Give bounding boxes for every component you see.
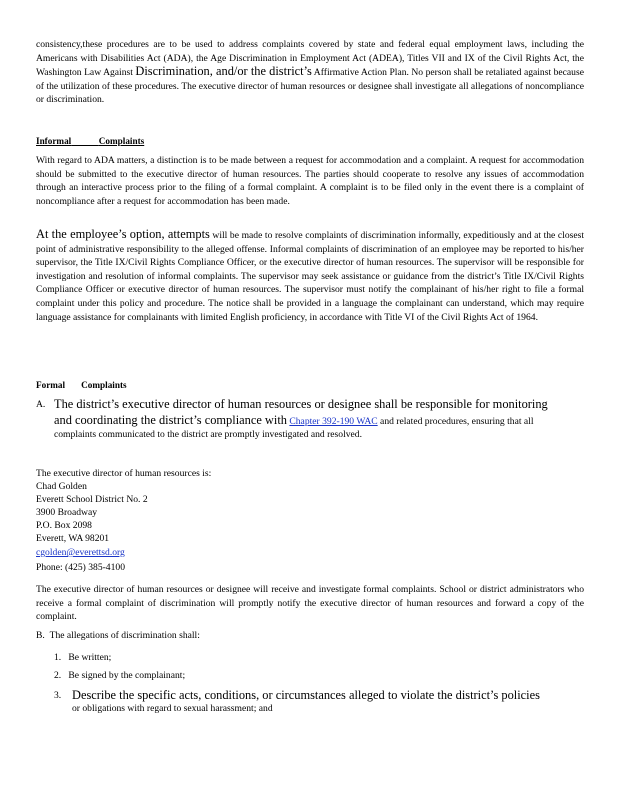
subitem-3-rest: or obligations with regard to sexual harassment; and: [72, 703, 273, 714]
email-link[interactable]: cgolden@everettsd.org: [36, 547, 125, 558]
contact-intro: The executive director of human resources is:: [36, 468, 212, 479]
intro-text-1: consistency,these procedures are to be used to address complaints covered by state and federal equal employment laws, including the Americans with Disabilities Act (ADA), the Age Discrimination in Employment Act (ADEA), Titles VII and IX of the Civil Rights Act, the Washington Law Against: [36, 39, 584, 79]
informal-large-phrase: At the employee’s option, attempts: [36, 227, 210, 241]
subitem-text: Be signed by the complainant;: [68, 670, 186, 681]
wac-link[interactable]: Chapter 392-190 WAC: [289, 415, 378, 427]
item-a-marker: A.: [36, 399, 46, 410]
informal-paragraph-2: [36, 228, 584, 324]
item-b: [36, 630, 200, 641]
informal-paragraph-1: With regard to ADA matters, a distinction is to be made between a request for accommodation and a complaint. A request for accommodation should be submitted to the executive director of human resources. The parties should cooperate to resolve any issues of accommodation through an interactive process prior to the filing of a formal complaint. A complaint is to be filed only in the event there is a complaint of noncompliance after a request for accommodation has been made.: [36, 155, 584, 207]
intro-text-2: Affirmative Action Plan. No person shall be retaliated against because of the utilization of these procedures. The executive director of human resources or designee shall investigate all allegations of noncompliance or discrimination.: [36, 67, 584, 106]
informal-text: will be made to resolve complaints of discrimination informally, expeditiously and at the closest point of administrative responsibility to the alleged offense. Informal complaints of discrimination of an employee may be reported to his/her supervisor, the Title IX/Civil Rights Compliance Officer, or the executive director of human resources. The supervisor will be responsible for investigation and resolution of informal complaints. The supervisor may seek assistance or guidance from the district’s Title IX/Civil Rights Compliance Officer or executive director of human resources. The supervisor must notify the complainant of his/her right to file a formal complaint under this policy and procedure. The notice shall be provided in a language the complainant can understand, which may require language assistance for complainants with limited English proficiency, in accordance with Title VI of the Civil Rights Act of 1964.: [36, 230, 585, 323]
contact-line: 3900 Broadway: [36, 507, 98, 518]
subitem-1: [54, 652, 111, 663]
intro-paragraph: [36, 38, 584, 107]
subitem-3-large: Describe the specific acts, conditions, or circumstances alleged to violate the district’s policies: [72, 688, 540, 702]
subitem-3-marker: 3.: [54, 690, 62, 701]
item-a-large: The district’s executive director of human resources or designee shall be responsible for monitoring and coordinating the district’s compliance with: [54, 397, 548, 427]
contact-line: Everett, WA 98201: [36, 533, 110, 544]
item-b-text: The allegations of discrimination shall:: [49, 630, 200, 641]
contact-line: Everett School District No. 2: [36, 494, 148, 505]
subitem-marker: 1.: [54, 652, 62, 663]
formal-heading: Formal Complaints: [36, 380, 127, 390]
phone-line: Phone: (425) 385-4100: [36, 562, 125, 573]
contact-line: P.O. Box 2098: [36, 520, 92, 531]
subitem-text: Be written;: [68, 652, 112, 663]
intro-large-phrase: Discrimination, and/or the district’s: [135, 64, 312, 79]
subitem-2: [54, 670, 185, 681]
subitem-marker: 2.: [54, 670, 62, 681]
subitem-3: [72, 688, 592, 716]
formal-paragraph: The executive director of human resources or designee will receive and investigate formal complaints. School or district administrators who receive a formal complaint of discrimination will promptly notify the executive director of human resources and forward a copy of the complaint.: [36, 584, 584, 623]
item-a-text: [54, 397, 554, 442]
item-b-marker: B.: [36, 630, 45, 641]
contact-line: Chad Golden: [36, 481, 87, 492]
item-a-rest: and related procedures, ensuring that all complaints communicated to the district are promptly investigated and resolved.: [54, 415, 534, 441]
informal-heading: Informal Complaints: [36, 136, 145, 146]
